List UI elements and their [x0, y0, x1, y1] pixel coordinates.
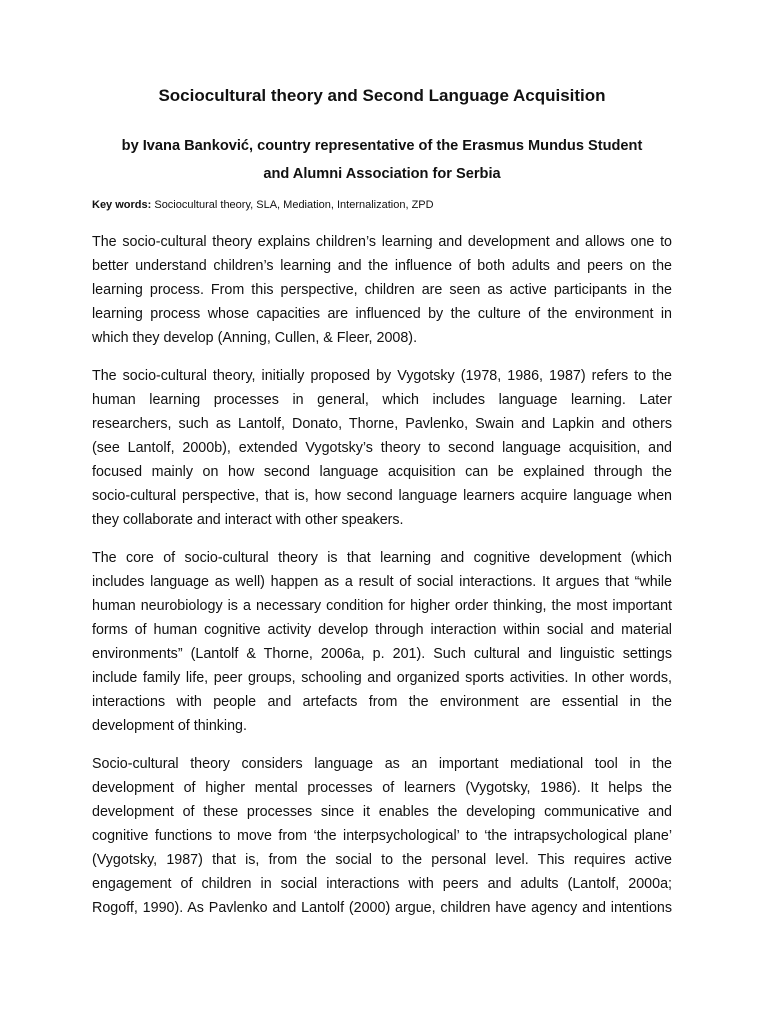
text-line: engagement of children in social interactions with peers and adults (Lantolf, 2000a;: [92, 876, 672, 892]
text-line: human neurobiology is a necessary condition for higher order thinking, the most important: [92, 598, 672, 614]
paragraph: [92, 364, 672, 532]
text-line: The core of socio-cultural theory is that learning and cognitive development (which: [92, 550, 672, 566]
text-line: focused mainly on how second language acquisition can be explained through the: [92, 464, 672, 480]
text-line: environments” (Lantolf & Thorne, 2006a, p. 201). Such cultural and linguistic settings: [92, 646, 672, 662]
author-line: by Ivana Banković, country representative of the Erasmus Mundus Student: [121, 138, 643, 154]
text-line: The socio-cultural theory, initially proposed by Vygotsky (1978, 1986, 1987) refers to the: [92, 368, 672, 384]
paragraph: [92, 752, 672, 920]
text-line: socio-cultural perspective, that is, how second language learners acquire language when: [92, 488, 672, 504]
text-line: development of thinking.: [92, 718, 247, 734]
text-line: they collaborate and interact with other speakers.: [92, 512, 404, 528]
text-line: development of higher mental processes of learners (Vygotsky, 1986). It helps the: [92, 780, 672, 796]
text-line: human learning processes in general, which includes language learning. Later: [92, 392, 672, 408]
text-line: which they develop (Anning, Cullen, & Fleer, 2008).: [92, 330, 418, 346]
keywords-label: Key words:: [92, 199, 152, 211]
keywords: [92, 199, 434, 211]
text-line: (Vygotsky, 1987) that is, from the social to the personal level. This requires active: [92, 852, 672, 868]
text-line: development of these processes since it enables the developing communicative and: [92, 804, 672, 820]
document-title: Sociocultural theory and Second Language Acquisition: [158, 86, 606, 105]
text-line: include family life, peer groups, schooling and organized sports activities. In other words,: [92, 670, 672, 686]
text-line: Socio-cultural theory considers language as an important mediational tool in the: [92, 756, 672, 772]
keywords-value: Sociocultural theory, SLA, Mediation, Internalization, ZPD: [151, 199, 434, 211]
text-line: The socio-cultural theory explains children’s learning and development and allows one to: [92, 234, 672, 250]
text-line: better understand children’s learning and the influence of both adults and peers on the: [92, 258, 672, 274]
author-line: and Alumni Association for Serbia: [263, 166, 501, 182]
text-line: learning process whose capacities are influenced by the culture of the environment in: [92, 306, 672, 322]
text-line: researchers, such as Lantolf, Donato, Thorne, Pavlenko, Swain and Lapkin and others: [92, 416, 672, 432]
document-body: [92, 230, 672, 934]
text-line: learning process. From this perspective, children are seen as active participants in the: [92, 282, 672, 298]
text-line: includes language as well) happen as a result of social interactions. It argues that “while: [92, 574, 672, 590]
author-byline: [92, 132, 672, 188]
text-line: interactions with people and artefacts from the environment are essential in the: [92, 694, 672, 710]
text-line: (see Lantolf, 2000b), extended Vygotsky’s theory to second language acquisition, and: [92, 440, 672, 456]
paragraph: [92, 230, 672, 350]
text-line: forms of human cognitive activity develop through interaction within social and material: [92, 622, 672, 638]
text-line: Rogoff, 1990). As Pavlenko and Lantolf (2000) argue, children have agency and intentions: [92, 900, 672, 916]
text-line: cognitive functions to move from ‘the interpsychological’ to ‘the intrapsychological plane’: [92, 828, 672, 844]
paragraph: [92, 546, 672, 738]
